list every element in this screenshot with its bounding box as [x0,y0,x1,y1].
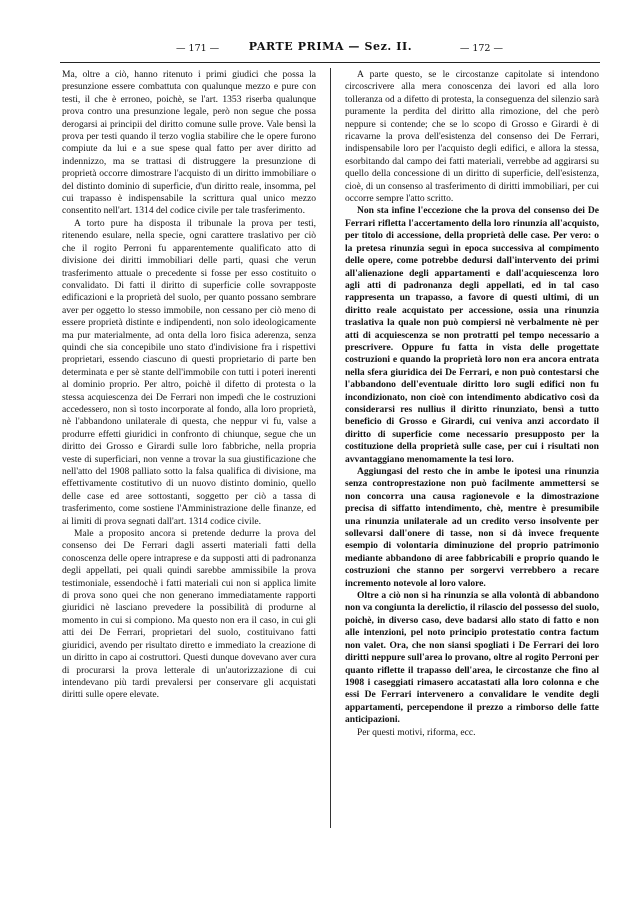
paragraph: Male a proposito ancora si pretende dedurre la prova del consenso dei De Ferrari dagli asserti materiali fatti della conoscenza delle opere intraprese e da supposti atti di padronanza degli appellati, pei quali quindi sarebbe ammissibile la prova testimoniale, essendochè i fatti materiali cui non si applica limite di prova sono quei che non generano immediatamente rapporti giuridici nè lasciano prevedere la possibilità di produrne al momento in cui si compiono. Ma questo non era il caso, in cui gli atti dei De Ferrari, proprietari del suolo, costituivano fatti giuridici, avendo per risultato diretto e immediato la creazione di un diritto in capo ai costruttori. Questi dunque dovevano aver cura di procurarsi la prova letterale di un'autorizzazione di cui intendevano più tardi prevalersi per conservare gli acquistati diritti sulle opere elevate. [62,528,316,701]
running-title: PARTE PRIMA — Sez. II. [248,40,413,53]
paragraph: Per questi motivi, riforma, ecc. [357,726,476,738]
column-divider [330,68,331,828]
right-page-number: — 172 — [459,43,503,54]
paragraph: Ma, oltre a ciò, hanno ritenuto i primi giudici che possa la presunzione essere combattuta con qualunque mezzo e pure con testi, il che è erroneo, poichè, se l'art. 1353 riserba qualunque prova contro una presunzione legale, però non segue che possa derogarsi ai principii del diritto comune sulle prove. Vale bensì la prova per testi quando il terzo voglia stabilire che le opere furono compiute da lui e a sue spese qual fatto per aver diritto ad indennizzo, ma se trattasi di distruggere la presunzione di proprietà occorre dimostrare l'acquisto di un diritto immobiliare o del distinto dominio di superficie, d'un diritto reale, insomma, pel cui trapasso è indispensabile la scrittura qual unico mezzo consentito nell'art. 1314 del codice civile per tale trasferimento. [62,69,316,217]
header-rule [60,62,600,63]
paragraph: A torto pure ha disposta il tribunale la prova per testi, ritenendo esulare, nella specie, ogni carattere traslativo per ciò che il rogito Perroni fu apparentemente qualificato atto di divisione dei diritti immobiliari delle parti, quasi che verun trasferimento attuale o precedente si fosse per esso costituito o convalidato. Di fatti il diritto di superficie colle sovrapposte edificazioni e la proprietà del suolo, per quanto possano sembrare aver per oggetto lo stesso immobile, non cessano per ciò meno di essere proprietà distinte e indipendenti, non solo ideologicamente ma pur materialmente, ad onta della loro fisica aderenza, senza quindi che sia concepibile uno stato d'indivisione fra i rispettivi proprietari, essendo ciascuno di questi proprietario di parte ben determinata e per sè stante dell'immobile con tutti i poteri inerenti al dominio proprio. Per altro, poichè il difetto di protesta o la stessa acquiescenza dei De Ferrari non impedì che le costruzioni accedessero, non sì tosto incorporate al fondo, alla loro proprietà, nè l'abbandono unilaterale di questa, che neppur vi fu, valse a produrre effetti giuridici in confronto di chiunque, segue che un diritto dei Grosso e Girardi sulle loro fabbriche, nella propria veste di superficiari, non venne a trovar la sua giustificazione che nell'atto del 1908 palliato sotto la falsa qualifica di divisione, ma effettivamente costitutivo di un nuovo distinto dominio, quello delle case ed aree sottostanti, soggetto per ciò a tassa di trasferimento, come sostiene l'Amministrazione delle finanze, ed ai limiti di prova segnati dall'art. 1314 codice civile. [62,217,316,527]
left-column [62,69,316,702]
paragraph: A parte questo, se le circostanze capitolate si intendono circoscrivere alla mera conoscenza dei lavori ed alla loro tolleranza od a difetto di protesta, la conseguenza del silenzio sarà puramente la perdita del diritto alla rimozione, del che però neppure si contende; che se lo scopo di Grosso e Girardi è di ricavarne la prova dell'esistenza del consenso dei De Ferrari, indispensabile loro per l'acquisto degli edifici, e allora la stessa, esorbitando dal campo dei fatti materiali, verrebbe ad aggirarsi su quello della concessione di un diritto di superficie, dell'esistenza, cioè, di un consenso al trasferimento di diritti immobiliari, per cui occorre sempre l'atto scritto. [345,69,599,205]
paragraph: Oltre a ciò non si ha rinunzia se alla volontà di abbandono non va congiunta la derelictio, il rilascio del possesso del suolo, poichè, in diverso caso, deve badarsi allo stato di fatto e non alle intenzioni, pel noto principio protestatio contra factum non valet. Ora, che non siansi spogliati i De Ferrari dei loro diritti neppure sull'area lo provano, oltre al rogito Perroni per quanto riflette il trapasso dell'area, le circostanze che fino al 1908 i caseggiati rimasero accatastati alla loro colonna e che essi De Ferrari intervenero a convalidare le vendite degli appartamenti, percependone il prezzo a rimborso delle fatte anticipazioni. [345,590,599,726]
page-header [60,40,601,60]
right-column [345,69,599,739]
left-page-number: — 171 — [176,43,220,54]
paragraph: Non sta infine l'eccezione che la prova del consenso dei De Ferrari rifletta l'accertamento della loro rinunzia all'acquisto, per titolo di accessione, della proprietà delle case. Per vero: o la pretesa rinunzia seguì in epoca successiva al compimento delle opere, come potrebbe dedursi dall'intervento dei primi all'alienazione degli appartamenti e dall'acquiescenza loro agli atti di padronanza degli appellati, ed in tal caso rappresenta un trapasso, a favore di questi ultimi, di un diritto reale acquistato per accessione, ossia una rinunzia traslativa la quale non può compiersi nè verbalmente nè per atti di acquiescenza se non protratti pel tempo necessario a prescrivere. Oppure fu fatta in vista delle progettate costruzioni e quando la proprietà loro non era ancora entrata nella sfera giuridica dei De Ferrari, e non può contestarsi che l'abbandono dell'eventuale diritto loro sugli edifici non fu incondizionato, non cioè con intendimento abdicativo così da considerarsi res nullius il diritto rinunziato, bensì a tutto beneficio di Grosso e Girardi, cui veniva anzi accordato il diritto di superficie come necessario presupposto per la costituzione della proprietà sulle case, per cui i risultati non avvantaggiano menomamente la tesi loro. [345,205,599,465]
paragraph: Aggiungasi del resto che in ambe le ipotesi una rinunzia senza controprestazione non può facilmente ammettersi se non concorra una causa ragionevole e la dimostrazione precisa di siffatto intendimento, chè, mentre è presumibile una rinunzia unilaterale ad un credito verso insolvente per sollevarsi dall'onere di tasse, non si dà invece frequente esempio di volontaria diminuzione del proprio patrimonio mediante abbandono di aree fabbricabili e proprio quando le costruzioni che stanno per sorgervi verrebbero a recare incremento notevole al loro valore. [345,466,599,589]
